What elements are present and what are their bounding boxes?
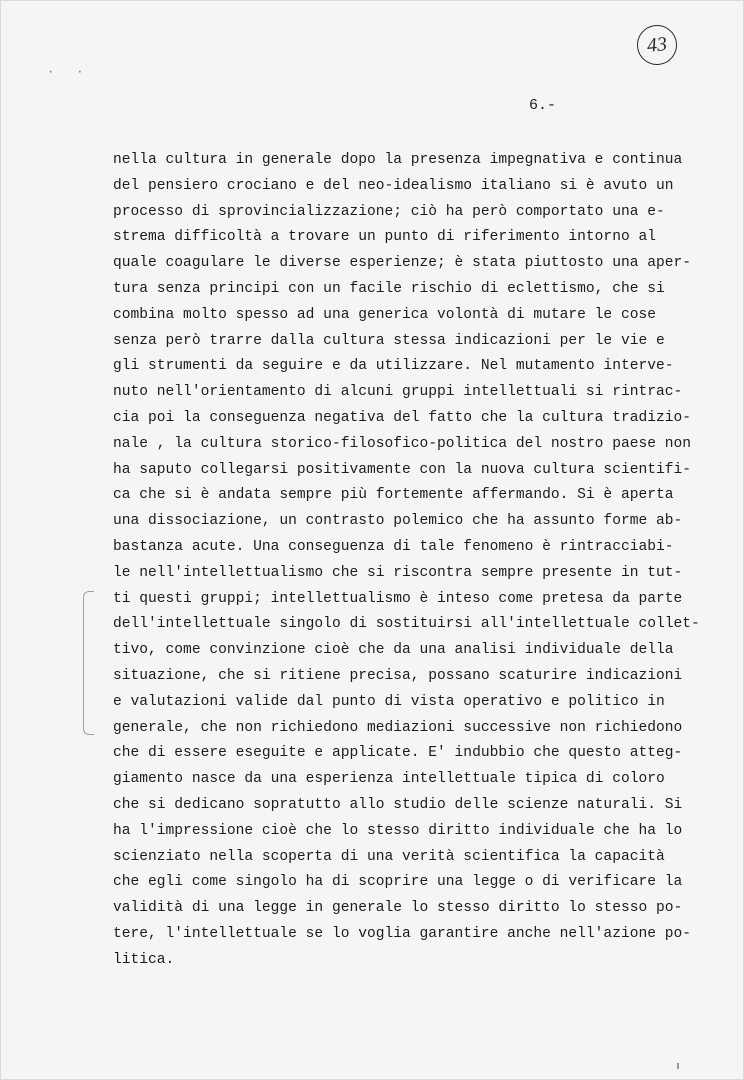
text-line: tivo, come convinzione cioè che da una analisi individuale della <box>113 642 674 659</box>
text-line: generale, che non richiedono mediazioni successive non richiedono <box>113 719 683 736</box>
text-line: nale , la cultura storico-filosofico-politica del nostro paese non <box>113 435 692 452</box>
margin-bracket-mark <box>83 591 94 735</box>
text-line: gli strumenti da seguire e da utilizzare. Nel mutamento interve- <box>113 358 674 375</box>
text-line: e valutazioni valide dal punto di vista operativo e politico in <box>113 693 665 710</box>
text-line: dell'intellettuale singolo di sostituirsi all'intellettuale collet- <box>113 616 700 633</box>
text-line: le nell'intellettualismo che si riscontra sempre presente in tut- <box>113 564 683 581</box>
text-line: del pensiero crociano e del neo-idealismo italiano si è avuto un <box>113 177 674 194</box>
text-line: quale coagulare le diverse esperienze; è stata piuttosto una aper- <box>113 255 692 272</box>
text-line: processo di sprovincializzazione; ciò ha però comportato una e- <box>113 203 665 220</box>
margin-dots: ·· <box>47 65 106 79</box>
text-line: strema difficoltà a trovare un punto di riferimento intorno al <box>113 229 656 246</box>
text-line: ha saputo collegarsi positivamente con la nuova cultura scientifi- <box>113 461 692 478</box>
page-number: 6.- <box>529 97 557 114</box>
text-line: nuto nell'orientamento di alcuni gruppi intellettuali si rintrac- <box>113 384 683 401</box>
text-line: che di essere eseguite e applicate. E' indubbio che questo atteg- <box>113 745 683 762</box>
text-line: ha l'impressione cioè che lo stesso diritto individuale che ha lo <box>113 822 683 839</box>
folio-circle-mark: 43 <box>635 23 679 67</box>
text-line: combina molto spesso ad una generica volontà di mutare le cose <box>113 306 656 323</box>
body-text <box>113 148 713 974</box>
text-line: scienziato nella scoperta di una verità scientifica la capacità <box>113 848 665 865</box>
text-line: ca che si è andata sempre più fortemente affermando. Si è aperta <box>113 487 674 504</box>
text-line: nella cultura in generale dopo la presenza impegnativa e continua <box>113 152 683 168</box>
text-line: cia poi la conseguenza negativa del fatto che la cultura tradizio- <box>113 409 692 426</box>
text-line: tere, l'intellettuale se lo voglia garantire anche nell'azione po- <box>113 925 692 942</box>
text-line: che si dedicano sopratutto allo studio delle scienze naturali. Si <box>113 796 683 813</box>
text-line: situazione, che si ritiene precisa, possano scaturire indicazioni <box>113 667 683 684</box>
text-line: ti questi gruppi; intellettualismo è inteso come pretesa da parte <box>113 590 683 607</box>
text-line: giamento nasce da una esperienza intellettuale tipica di coloro <box>113 771 665 788</box>
text-line: senza però trarre dalla cultura stessa indicazioni per le vie e <box>113 332 665 349</box>
text-line: che egli come singolo ha di scoprire una legge o di verificare la <box>113 874 683 891</box>
paper-speck <box>677 1063 679 1069</box>
text-line: bastanza acute. Una conseguenza di tale fenomeno è rintracciabi- <box>113 538 674 555</box>
text-line: litica. <box>113 951 175 968</box>
text-line: validità di una legge in generale lo stesso diritto lo stesso po- <box>113 900 683 917</box>
text-line: tura senza principi con un facile rischio di eclettismo, che si <box>113 280 665 297</box>
text-line: una dissociazione, un contrasto polemico che ha assunto forme ab- <box>113 513 683 530</box>
